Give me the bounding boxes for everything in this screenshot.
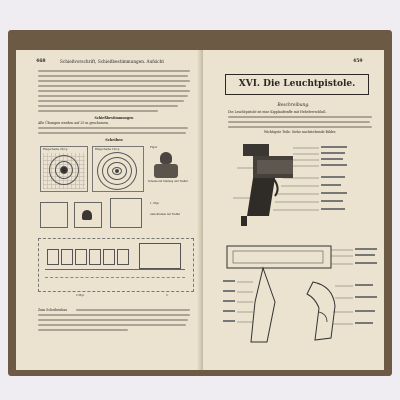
chapter-title: XVI. Die Leuchtpistole.	[238, 79, 356, 89]
flare-pistol-side-view	[223, 138, 373, 238]
bottom-label-2: 5	[166, 294, 168, 297]
target-panel-1	[40, 146, 88, 192]
figure-title: Scheiben	[105, 138, 123, 142]
left-footnote-start: Zum Scheibenbau	[38, 308, 68, 312]
target-panel-2	[92, 146, 144, 192]
right-page-number: 459	[353, 59, 363, 64]
left-section-subheading: Alle Übungen werden auf 25 m geschossen.	[38, 121, 109, 125]
target-frames	[40, 198, 140, 230]
right-page	[203, 50, 384, 370]
bottom-label-1: 2 Mgl.	[76, 294, 85, 297]
left-page	[16, 50, 204, 370]
intro-text: Die Leuchtpistole ist eine Kipplaufwaffe mit Hebelverschluß.	[228, 110, 327, 114]
left-section-heading: Schießbestimmungen	[94, 116, 134, 120]
chapter-subtitle: Beschreibung.	[277, 103, 310, 108]
target-stand-diagram	[38, 238, 194, 292]
left-page-number: 468	[36, 59, 46, 64]
figure-heading: Wichtigste Teile. Siehe nachstehende Bilder.	[263, 130, 336, 134]
target-label-3: Figur	[150, 146, 158, 149]
target-label-2: Ringscheibe 10/1g	[95, 148, 120, 151]
figure-target-body	[154, 164, 178, 178]
mid-label-2: Aufschreiben der Treffer	[150, 213, 181, 216]
target-label-1: Ringscheibe 25/1g	[43, 148, 68, 151]
figure-target-head	[160, 152, 172, 164]
target-caption-3: Scheibe mit Stellung und Treffer	[148, 180, 188, 183]
left-running-head: Schießvorschrift, Schießbestimmungen. Aufsicht	[60, 59, 165, 64]
mid-label-1: 1. Mgl.	[150, 202, 160, 205]
target-panel-3	[148, 146, 192, 190]
flare-pistol-sectional-view	[223, 242, 381, 352]
chapter-title-box	[225, 74, 369, 95]
